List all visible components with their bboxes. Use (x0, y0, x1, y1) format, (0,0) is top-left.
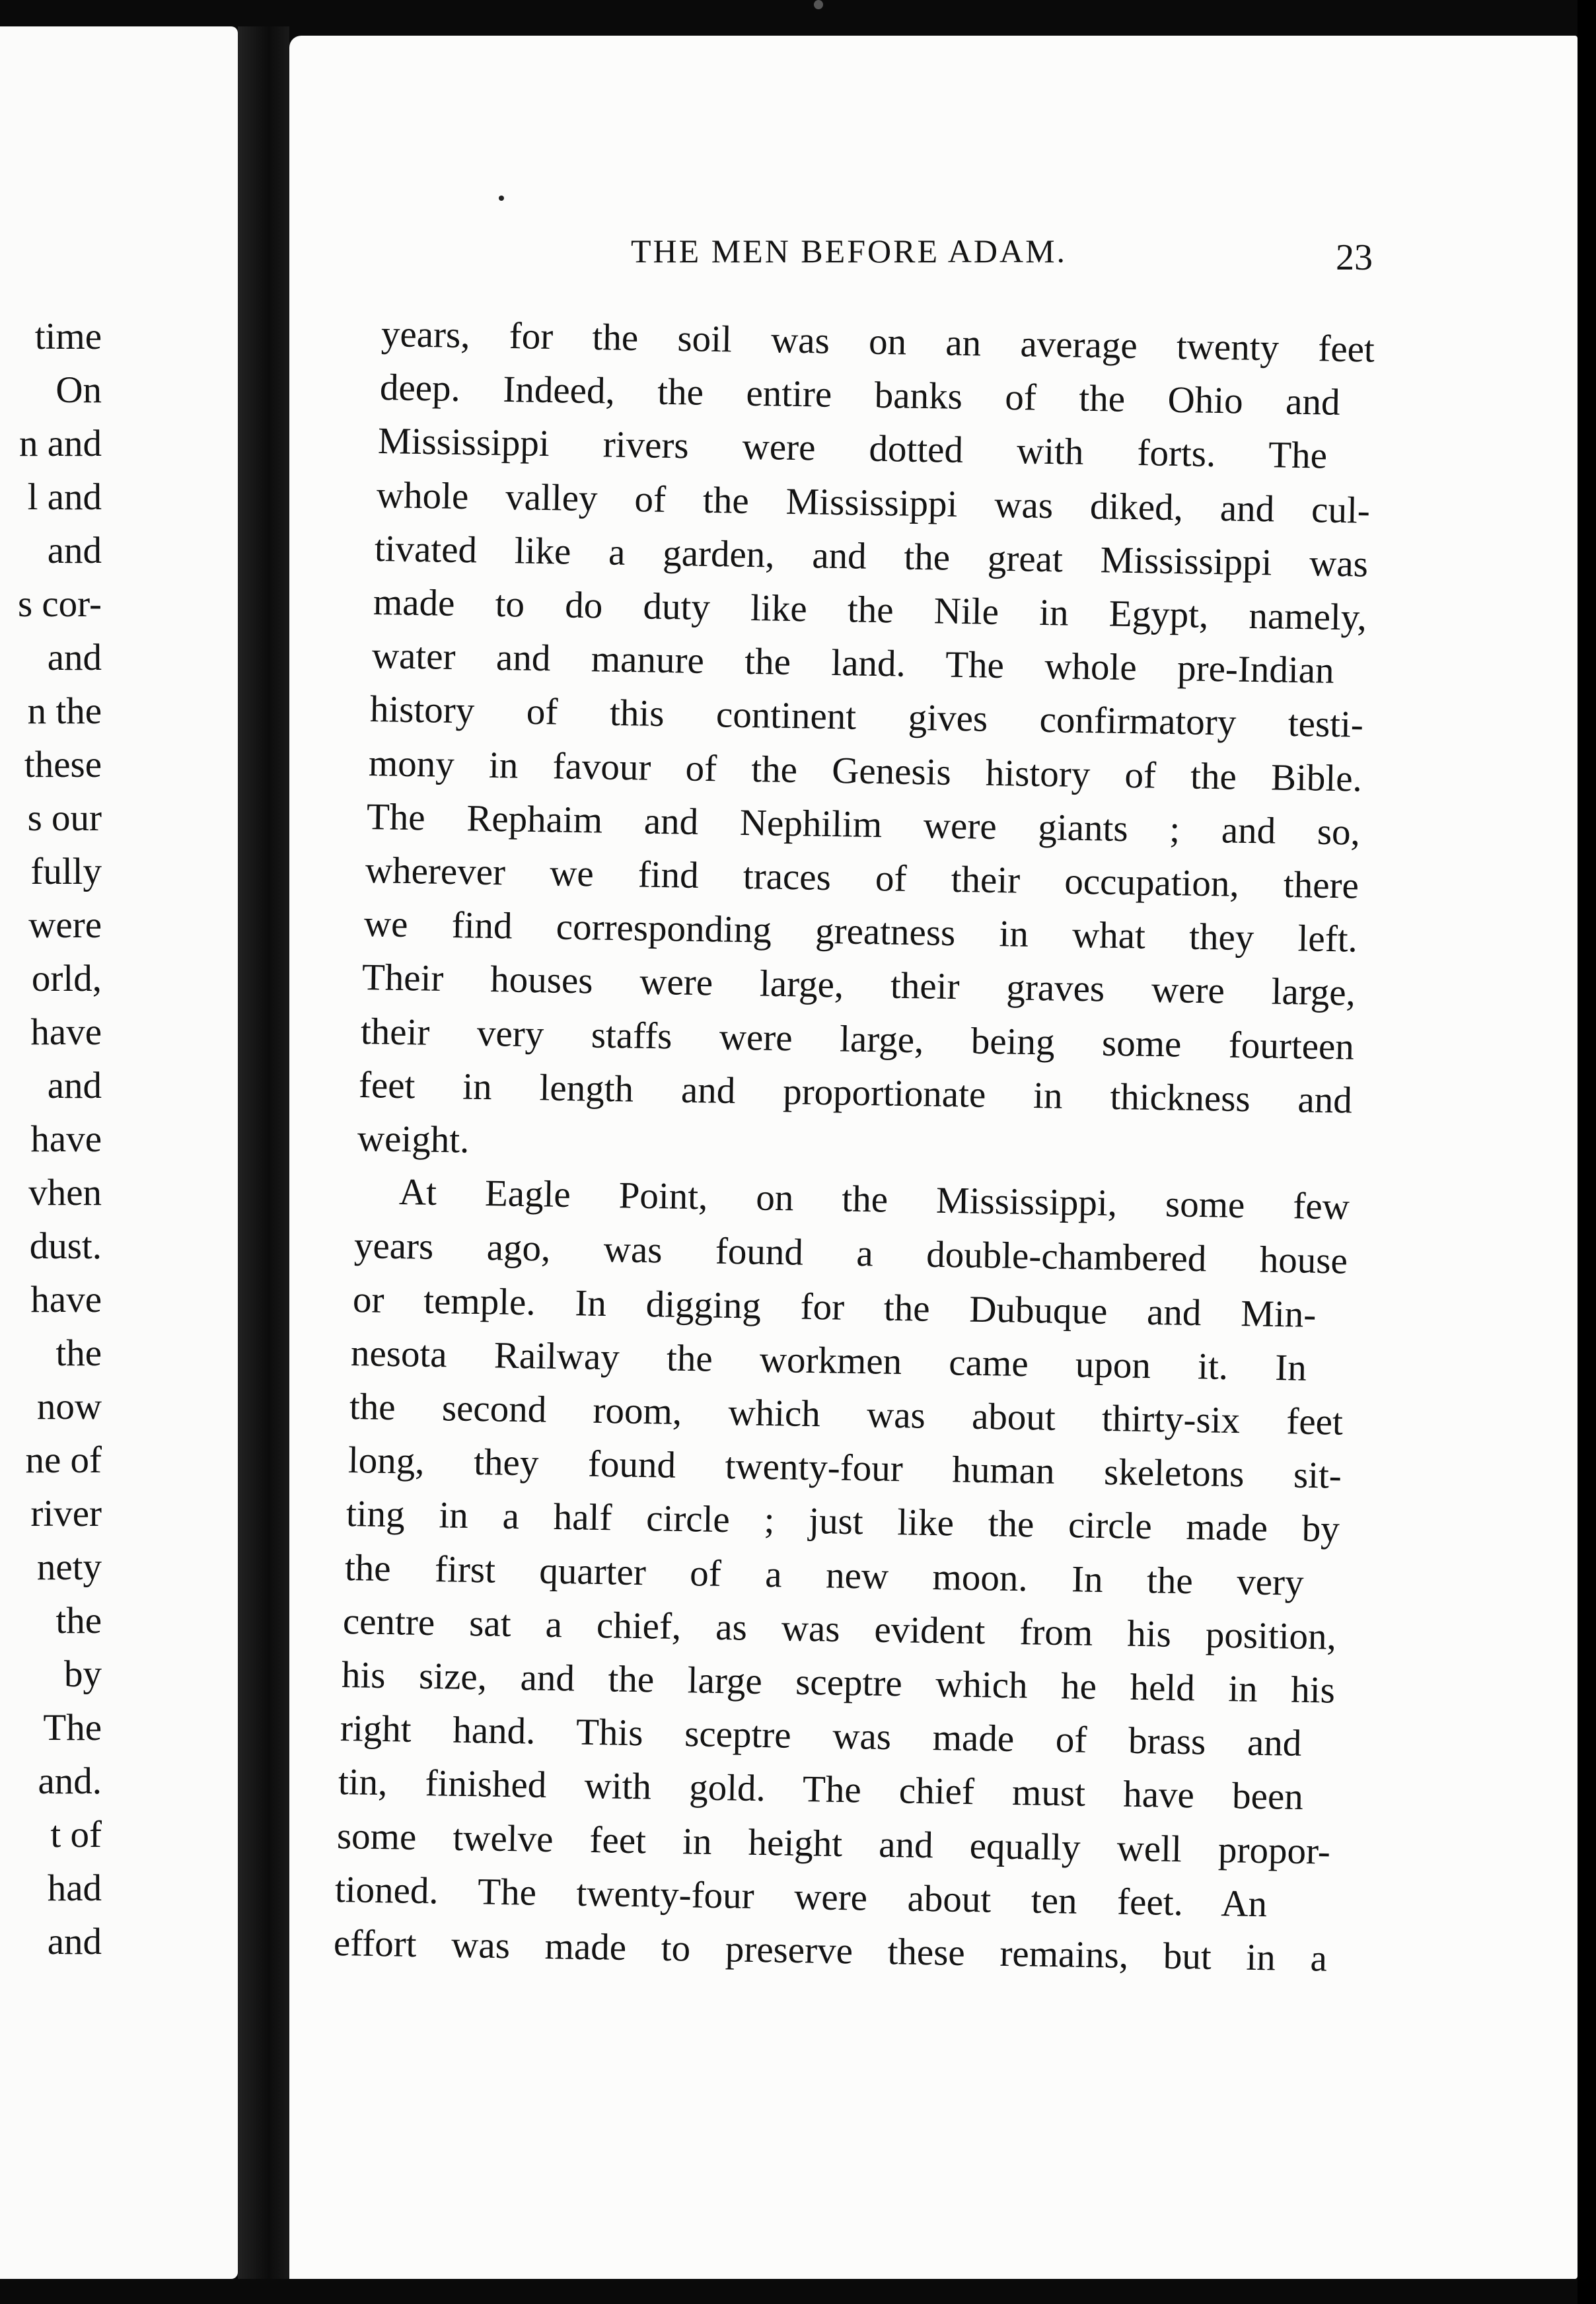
body-line: mony in favour of the Genesis history of the Bible. (368, 742, 1363, 800)
left-page-line: and (47, 530, 102, 571)
body-line: the second room, which was about thirty-six feet (349, 1386, 1344, 1443)
body-line: whole valley of the Mississippi was diked, and cul- (376, 474, 1371, 532)
body-line: Mississippi rivers were dotted with forts. The (377, 420, 1328, 477)
body-line: centre sat a chief, as was evident from his position, (342, 1600, 1337, 1658)
body-line: his size, and the large sceptre which he held in his (341, 1654, 1336, 1711)
page-number: 23 (1336, 237, 1373, 278)
left-page-line: have (30, 1279, 102, 1320)
scan-border (1578, 0, 1596, 2304)
left-page-line: were (28, 904, 102, 946)
body-line: right hand. This sceptre was made of brass and (340, 1708, 1302, 1765)
left-page-line: these (24, 744, 102, 785)
left-page-line: had (47, 1867, 102, 1909)
left-page-line: t of (50, 1814, 102, 1855)
body-line: tioned. The twenty-four were about ten feet. An (334, 1868, 1268, 1925)
left-page-line: dust. (29, 1225, 102, 1267)
left-page-line: and (47, 1921, 102, 1962)
body-line: made to do duty like the Nile in Egypt, namely, (373, 581, 1367, 639)
body-line: nesota Railway the workmen came upon it. In (350, 1332, 1307, 1389)
left-page (0, 26, 238, 2279)
body-line: tin, finished with gold. The chief must have been (338, 1761, 1304, 1818)
body-line: feet in length and proportionate in thickness and (358, 1063, 1353, 1122)
body-line: we find corresponding greatness in what they left. (363, 903, 1358, 960)
body-line: effort was made to preserve these remains, but in a (333, 1922, 1328, 1980)
left-page-line: nety (36, 1546, 102, 1588)
page-header (0, 225, 1596, 277)
body-line: or temple. In digging for the Dubuque and Min- (352, 1278, 1317, 1336)
left-page-line: orld, (31, 958, 102, 999)
left-page-line: have (30, 1011, 102, 1053)
left-page-line: and (47, 637, 102, 678)
left-page-line: the (55, 1332, 102, 1374)
left-page-line: fully (30, 851, 102, 892)
body-line: The Rephaim and Nephilim were giants ; and so, (366, 795, 1361, 853)
body-line: wherever we find traces of their occupation, there (365, 849, 1360, 907)
left-page-line: s our (27, 797, 102, 839)
body-line: water and manure the land. The whole pre-Indian (371, 635, 1334, 692)
body-line: long, they found twenty-four human skeletons sit- (347, 1439, 1342, 1497)
body-line: ting in a half circle ; just like the circle made by (345, 1493, 1340, 1551)
body-line: Their houses were large, their graves were large, (361, 956, 1356, 1015)
left-page-line: ne of (25, 1439, 102, 1481)
left-page-line: vhen (28, 1172, 102, 1213)
left-page-line: and. (38, 1760, 102, 1802)
book-gutter (238, 26, 289, 2279)
left-page-line: have (30, 1118, 102, 1160)
ink-dot (499, 196, 504, 201)
body-line: deep. Indeed, the entire banks of the Ohio and (379, 367, 1340, 424)
body-line: some twelve feet in height and equally well propor- (336, 1815, 1331, 1873)
left-page-line: n and (18, 423, 102, 464)
left-page-line: l and (27, 476, 102, 518)
body-line: tivated like a garden, and the great Mississippi was (374, 527, 1369, 585)
left-page-line: n the (27, 690, 102, 732)
body-line: years ago, was found a double-chambered house (353, 1225, 1348, 1283)
body-line: history of this continent gives confirmatory testi- (369, 688, 1364, 746)
body-line: At Eagle Point, on the Mississippi, some few (398, 1171, 1350, 1228)
body-line: the first quarter of a new moon. In the very (344, 1546, 1304, 1604)
left-page-line: time (34, 316, 102, 357)
left-page-line: river (30, 1493, 102, 1534)
body-line: weight. (357, 1118, 470, 1161)
body-line: their very staffs were large, being some fourteen (360, 1010, 1355, 1068)
scan-speck (814, 0, 823, 9)
running-title: THE MEN BEFORE ADAM. (631, 233, 1068, 270)
left-page-line: now (36, 1386, 102, 1427)
left-page-line: by (64, 1653, 102, 1695)
body-line: years, for the soil was on an average twenty feet (381, 313, 1375, 371)
left-page-line: On (55, 369, 102, 411)
left-page-line: the (55, 1600, 102, 1641)
left-page-line: s cor- (17, 583, 102, 625)
left-page-line: The (43, 1707, 102, 1748)
left-page-line: and (47, 1065, 102, 1106)
